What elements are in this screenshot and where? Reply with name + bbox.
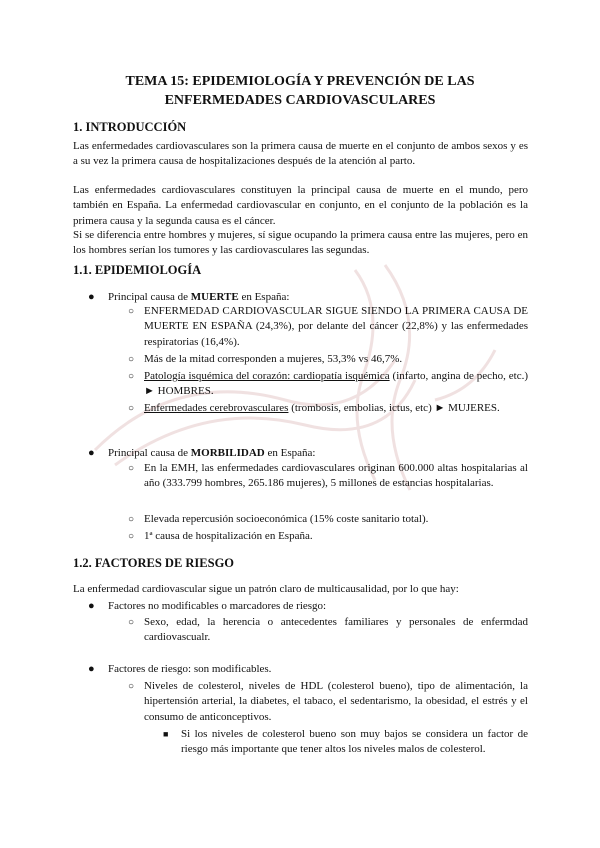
circle-bullet-icon: ○ [128,403,135,414]
list-item: ○ Sexo, edad, la herencia o antecedentes familiares y personales de enfermdad cardiovascualr. [128,616,528,644]
circle-bullet-icon: ○ [128,371,135,382]
paragraph-intro-1: Las enfermedades cardiovasculares son la primera causa de muerte en el conjunto de ambos sexos y es a su vez la primera causa de hospitalizaciones después de la atención al parto. [73,140,528,168]
list-item: ● Principal causa de MUERTE en España: [88,290,528,306]
circle-bullet-icon: ○ [128,306,135,317]
list-item: ● Factores no modificables o marcadores de riesgo: [88,599,528,615]
circle-bullet-icon: ○ [128,681,135,692]
paragraph-intro-3: Si se diferencia entre hombres y mujeres, sí sigue ocupando la primera causa entre las mujeres, pero en los hombres serían los tumores y las cardiovasculares las segundas. [73,229,528,257]
list-item: ○ Más de la mitad corresponden a mujeres, 53,3% vs 46,7%. [128,352,528,368]
page-title: TEMA 15: EPIDEMIOLOGÍA Y PREVENCIÓN DE LAS ENFERMEDADES CARDIOVASCULARES [125,74,475,108]
list-item: ● Factores de riesgo: son modificables. [88,662,528,678]
bullet-icon: ● [88,447,95,459]
list-item: ● Principal causa de MORBILIDAD en España: [88,446,528,462]
list-item: ○ Patología isquémica del corazón: cardiopatía isquémica (infarto, angina de pecho, etc.) ► HOMBRES. [128,370,528,398]
circle-bullet-icon: ○ [128,354,135,365]
bullet-icon: ● [88,663,95,675]
list-item: ○ 1ª causa de hospitalización en España. [128,529,528,545]
paragraph-factores-intro: La enfermedad cardiovascular sigue un patrón claro de multicausalidad, por lo que hay: [73,583,459,595]
list-item: ○ Enfermedades cerebrovasculares (trombosis, embolias, ictus, etc) ► MUJERES. [128,401,528,431]
list-item: ○ Elevada repercusión socioeconómica (15% coste sanitario total). [128,512,528,528]
list-item: ○ ENFERMEDAD CARDIOVASCULAR SIGUE SIENDO LA PRIMERA CAUSA DE MUERTE EN ESPAÑA (24,3%), por delante del cáncer (22,8%) y las enfermedades respiratorias (16,4%). [128,305,528,348]
heading-introduccion: 1. INTRODUCCIÓN [73,120,187,134]
heading-epidemiologia: 1.1. EPIDEMIOLOGÍA [73,263,202,277]
circle-bullet-icon: ○ [128,463,135,474]
square-bullet-icon: ■ [163,729,169,739]
heading-factores-riesgo: 1.2. FACTORES DE RIESGO [73,556,235,570]
bullet-icon: ● [88,291,95,303]
circle-bullet-icon: ○ [128,617,135,628]
list-item: ○ En la EMH, las enfermedades cardiovasculares originan 600.000 altas hospitalarias al año (333.799 hombres, 265.186 mujeres), 5 millones de estancias hospitalarias. [128,462,528,490]
bullet-icon: ● [88,600,95,612]
paragraph-intro-2: Las enfermedades cardiovasculares constituyen la principal causa de muerte en el mundo, pero también en España. La enfermedad cardiovascular en conjunto, en el conjunto de la población es la primera causa y la segunda causa es el cáncer. [73,184,528,227]
list-item: ○ Niveles de colesterol, niveles de HDL (colesterol bueno), tipo de alimentación, la hipertensión arterial, la diabetes, el tabaco, el sedentarismo, la obesidad, el estrés y el consumo de anticonceptivos. [128,680,528,723]
circle-bullet-icon: ○ [128,531,135,542]
circle-bullet-icon: ○ [128,514,135,525]
list-item: ■ Si los niveles de colesterol bueno son muy bajos se considera un factor de riesgo más importante que tener altos los niveles malos de colesterol. [163,728,528,756]
